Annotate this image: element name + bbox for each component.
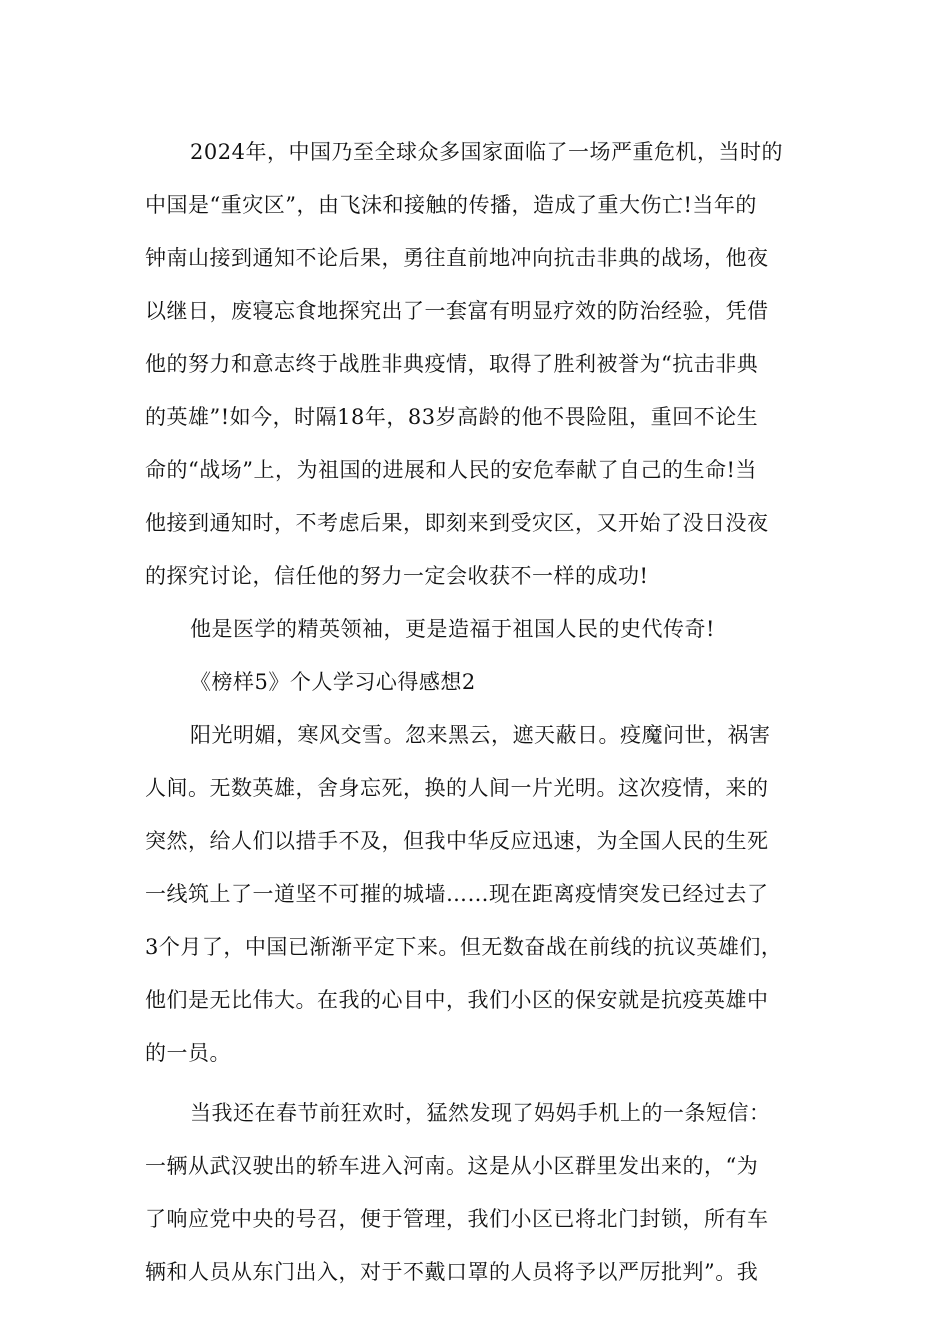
paragraph-3-line-3: 突然，给人们以措手不及，但我中华反应迅速，为全国人民的生死 — [145, 829, 769, 853]
paragraph-2-line-1: 他是医学的精英领袖，更是造福于祖国人民的史代传奇! — [190, 617, 715, 641]
paragraph-3-line-6: 他们是无比伟大。在我的心目中，我们小区的保安就是抗疫英雄中 — [145, 988, 769, 1012]
paragraph-4-line-3: 了响应党中央的号召，便于管理，我们小区已将北门封锁，所有车 — [145, 1207, 769, 1231]
paragraph-1-line-8: 他接到通知时，不考虑后果，即刻来到受灾区，又开始了没日没夜 — [145, 511, 769, 535]
paragraph-4-line-1: 当我还在春节前狂欢时，猛然发现了妈妈手机上的一条短信： — [190, 1101, 771, 1125]
paragraph-4-line-2: 一辆从武汉驶出的轿车进入河南。这是从小区群里发出来的，“为 — [145, 1154, 759, 1178]
paragraph-1-line-1: 2024年，中国乃至全球众多国家面临了一场严重危机，当时的 — [190, 140, 783, 164]
paragraph-1-line-5: 他的努力和意志终于战胜非典疫情，取得了胜利被誉为“抗击非典 — [145, 352, 759, 376]
paragraph-1-line-9: 的探究讨论，信任他的努力一定会收获不一样的成功! — [145, 564, 649, 588]
paragraph-1-line-4: 以继日，废寝忘食地探究出了一套富有明显疗效的防治经验，凭借 — [145, 299, 769, 323]
paragraph-3-line-7: 的一员。 — [145, 1041, 231, 1065]
paragraph-1-line-7: 命的“战场”上，为祖国的进展和人民的安危奉献了自己的生命!当 — [145, 458, 757, 482]
body-text — [145, 126, 825, 1299]
paragraph-1-line-3: 钟南山接到通知不论后果，勇往直前地冲向抗击非典的战场，他夜 — [145, 246, 769, 270]
paragraph-3-line-4: 一线筑上了一道坚不可摧的城墙……现在距离疫情突发已经过去了 — [145, 882, 769, 906]
paragraph-1-line-2: 中国是“重灾区”，由飞沫和接触的传播，造成了重大伤亡!当年的 — [145, 193, 757, 217]
paragraph-4-line-4: 辆和人员从东门出入，对于不戴口罩的人员将予以严厉批判”。我 — [145, 1260, 759, 1284]
paragraph-1-line-6: 的英雄”!如今，时隔18年，83岁高龄的他不畏险阻，重回不论生 — [145, 405, 759, 429]
paragraph-3-line-5: 3个月了，中国已渐渐平定下来。但无数奋战在前线的抗议英雄们， — [145, 935, 783, 959]
paragraph-3-line-1: 阳光明媚，寒风交雪。忽来黑云，遮天蔽日。疫魔问世，祸害 — [190, 723, 771, 747]
section-heading: 《榜样5》个人学习心得感想2 — [190, 670, 476, 694]
paragraph-3-line-2: 人间。无数英雄，舍身忘死，换的人间一片光明。这次疫情，来的 — [145, 776, 769, 800]
